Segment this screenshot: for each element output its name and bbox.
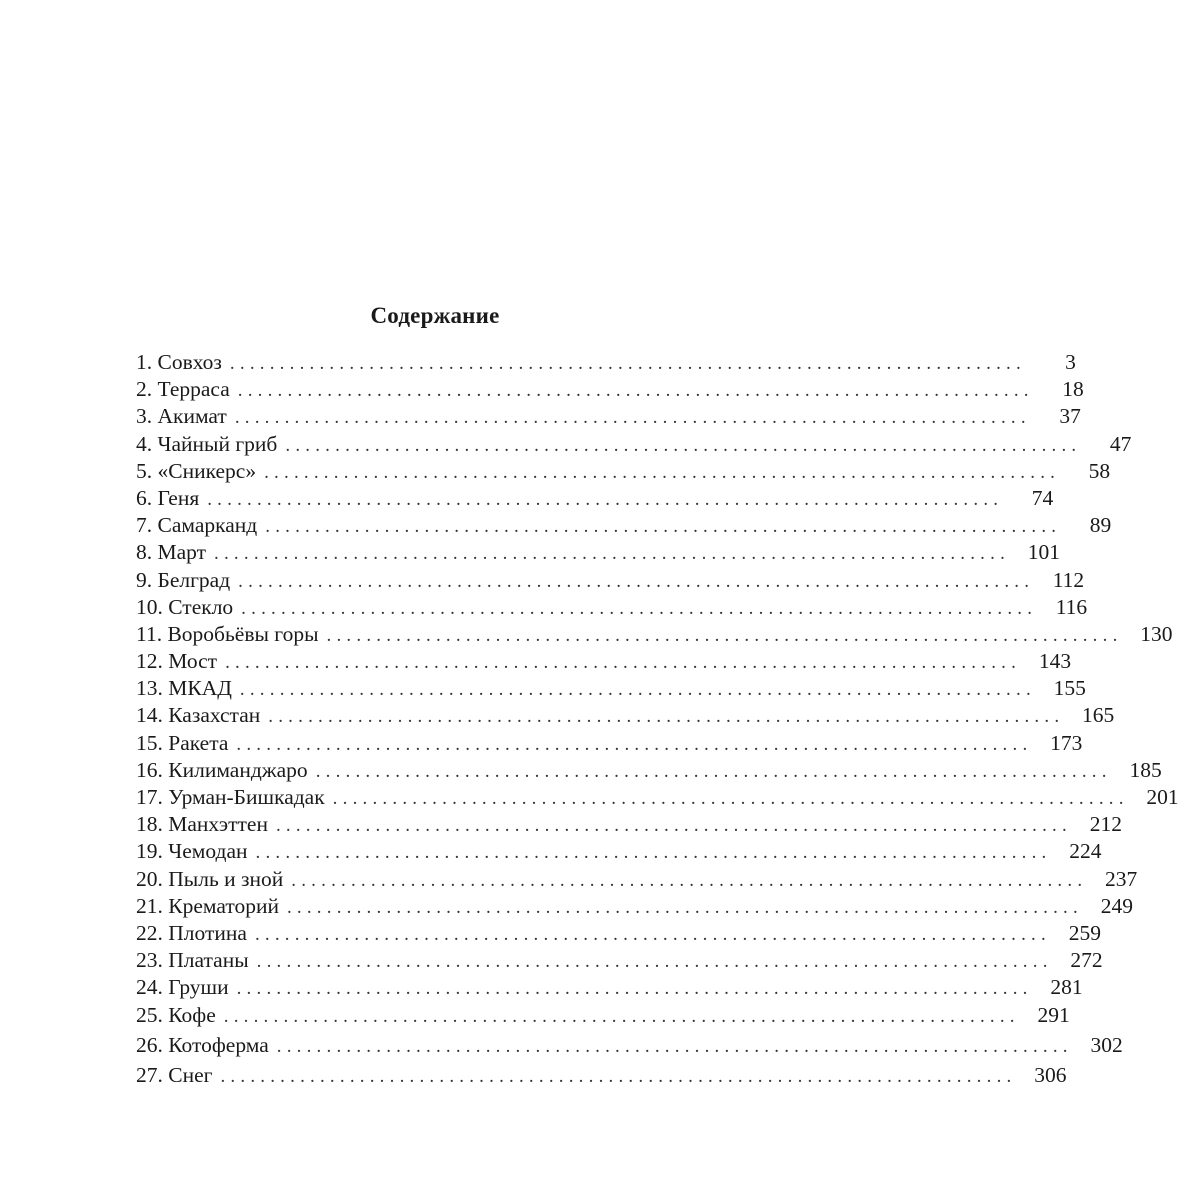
dot-leader: ................................................................................ <box>315 760 1112 782</box>
toc-entry <box>136 404 1081 431</box>
toc-entry-page: 224 <box>1069 839 1102 864</box>
toc-entry <box>136 703 1115 730</box>
dot-leader: ................................................................................ <box>255 842 1052 864</box>
toc-entry <box>136 812 1122 839</box>
dot-leader: ................................................................................ <box>326 624 1123 646</box>
dot-leader: ................................................................................ <box>207 488 1004 510</box>
toc-entry <box>136 893 1133 921</box>
toc-entry-page: 185 <box>1129 757 1162 782</box>
toc-entry-label: 19. Чемодан <box>136 839 248 864</box>
dot-leader: ................................................................................ <box>276 1035 1073 1057</box>
dot-leader: ................................................................................ <box>236 733 1033 755</box>
toc-entry <box>136 730 1083 758</box>
toc-entry <box>136 757 1162 785</box>
table-of-contents <box>136 350 1179 1090</box>
toc-entry <box>136 1032 1123 1060</box>
dot-leader: ................................................................................ <box>275 815 1072 837</box>
dot-leader: ................................................................................ <box>332 788 1129 809</box>
toc-entry-page: 155 <box>1053 676 1086 701</box>
toc-entry-label: 20. Пыль и зной <box>136 866 284 891</box>
toc-entry-label: 2. Терраса <box>136 377 230 402</box>
toc-entry-page: 74 <box>1031 485 1054 510</box>
toc-entry <box>136 1062 1067 1090</box>
toc-entry-label: 24. Груши <box>136 975 229 1000</box>
toc-entry-label: 6. Геня <box>136 485 200 510</box>
toc-entry-label: 10. Стекло <box>136 594 234 619</box>
toc-entry-label: 4. Чайный гриб <box>136 431 278 456</box>
toc-entry-label: 14. Казахстан <box>136 703 261 728</box>
toc-entry-page: 201 <box>1146 785 1179 809</box>
toc-entry-page: 291 <box>1037 1002 1070 1027</box>
dot-leader: ................................................................................ <box>238 570 1035 592</box>
toc-entry <box>136 676 1086 703</box>
toc-entry-page: 89 <box>1089 513 1112 538</box>
toc-entry-label: 26. Котоферма <box>136 1032 269 1057</box>
toc-entry-page: 173 <box>1050 730 1083 755</box>
toc-entry-page: 143 <box>1038 649 1072 674</box>
dot-leader: ................................................................................ <box>254 923 1051 945</box>
toc-entry-label: 15. Ракета <box>136 730 229 755</box>
toc-entry-label: 16. Килиманджаро <box>136 757 308 782</box>
toc-entry-label: 1. Совхоз <box>136 350 222 374</box>
toc-entry-label: 8. Март <box>136 540 207 565</box>
toc-entry-page: 3 <box>1065 350 1076 374</box>
toc-entry-label: 18. Манхэттен <box>136 812 268 837</box>
toc-entry <box>136 513 1112 540</box>
dot-leader: ................................................................................ <box>225 652 1022 674</box>
toc-entry-page: 165 <box>1082 703 1115 728</box>
dot-leader: ................................................................................ <box>241 597 1038 619</box>
toc-entry-label: 27. Снег <box>136 1062 213 1087</box>
toc-entry <box>136 785 1179 812</box>
toc-entry-label: 21. Крематорий <box>136 893 279 918</box>
page-title: Содержание <box>370 303 500 329</box>
dot-leader: ................................................................................ <box>236 978 1033 1000</box>
toc-entry <box>136 540 1061 567</box>
toc-entry-label: 25. Кофе <box>136 1002 216 1027</box>
dot-leader: ................................................................................ <box>256 951 1053 973</box>
toc-entry <box>136 1002 1070 1030</box>
toc-entry <box>136 377 1084 404</box>
dot-leader: ................................................................................ <box>220 1065 1017 1087</box>
toc-entry-page: 37 <box>1059 404 1081 429</box>
toc-entry-page: 47 <box>1109 431 1132 456</box>
toc-entry-page: 212 <box>1089 812 1122 837</box>
toc-entry <box>136 431 1132 459</box>
dot-leader: ................................................................................ <box>285 434 1082 456</box>
toc-entry-page: 302 <box>1090 1032 1123 1057</box>
toc-entry <box>136 485 1054 513</box>
toc-entry-page: 281 <box>1050 975 1083 1000</box>
toc-entry <box>136 594 1088 622</box>
toc-entry <box>136 649 1072 676</box>
dot-leader: ................................................................................ <box>229 353 1026 374</box>
toc-entry-page: 116 <box>1055 594 1088 619</box>
dot-leader: ................................................................................ <box>291 869 1088 891</box>
toc-entry-page: 112 <box>1052 567 1085 592</box>
toc-entry-page: 237 <box>1105 866 1138 891</box>
toc-entry-page: 249 <box>1100 893 1133 918</box>
toc-entry-page: 259 <box>1068 920 1101 945</box>
toc-entry <box>136 458 1111 486</box>
dot-leader: ................................................................................ <box>223 1005 1020 1027</box>
toc-entry-page: 18 <box>1062 377 1084 402</box>
dot-leader: ................................................................................ <box>239 679 1036 701</box>
toc-entry-page: 272 <box>1070 948 1103 973</box>
toc-entry-label: 12. Мост <box>136 649 218 674</box>
toc-entry-label: 11. Воробьёвы горы <box>136 621 319 646</box>
dot-leader: ................................................................................ <box>264 461 1061 483</box>
toc-entry-label: 3. Акимат <box>136 404 227 429</box>
toc-entry-label: 22. Плотина <box>136 920 247 945</box>
dot-leader: ................................................................................ <box>286 896 1083 918</box>
toc-entry <box>136 621 1173 649</box>
toc-entry <box>136 948 1103 975</box>
toc-entry-page: 130 <box>1140 621 1173 646</box>
dot-leader: ................................................................................ <box>265 516 1062 538</box>
dot-leader: ................................................................................ <box>234 407 1031 429</box>
toc-entry <box>136 975 1083 1002</box>
toc-entry-label: 9. Белград <box>136 567 231 592</box>
toc-entry <box>136 839 1102 866</box>
toc-entry-label: 13. МКАД <box>136 676 232 701</box>
toc-entry <box>136 920 1101 948</box>
toc-entry-page: 101 <box>1027 540 1061 565</box>
toc-entry <box>136 866 1138 894</box>
toc-entry-label: 17. Урман-Бишкадак <box>136 785 325 809</box>
dot-leader: ................................................................................ <box>214 543 1011 565</box>
dot-leader: ................................................................................ <box>268 706 1065 728</box>
toc-entry <box>136 350 1076 377</box>
toc-entry-label: 5. «Сникерс» <box>136 458 257 483</box>
toc-entry <box>136 567 1085 595</box>
toc-entry-page: 58 <box>1088 458 1111 483</box>
toc-entry-label: 7. Самарканд <box>136 513 258 538</box>
dot-leader: ................................................................................ <box>237 380 1034 402</box>
toc-entry-page: 306 <box>1034 1062 1067 1087</box>
toc-entry-label: 23. Платаны <box>136 948 249 973</box>
